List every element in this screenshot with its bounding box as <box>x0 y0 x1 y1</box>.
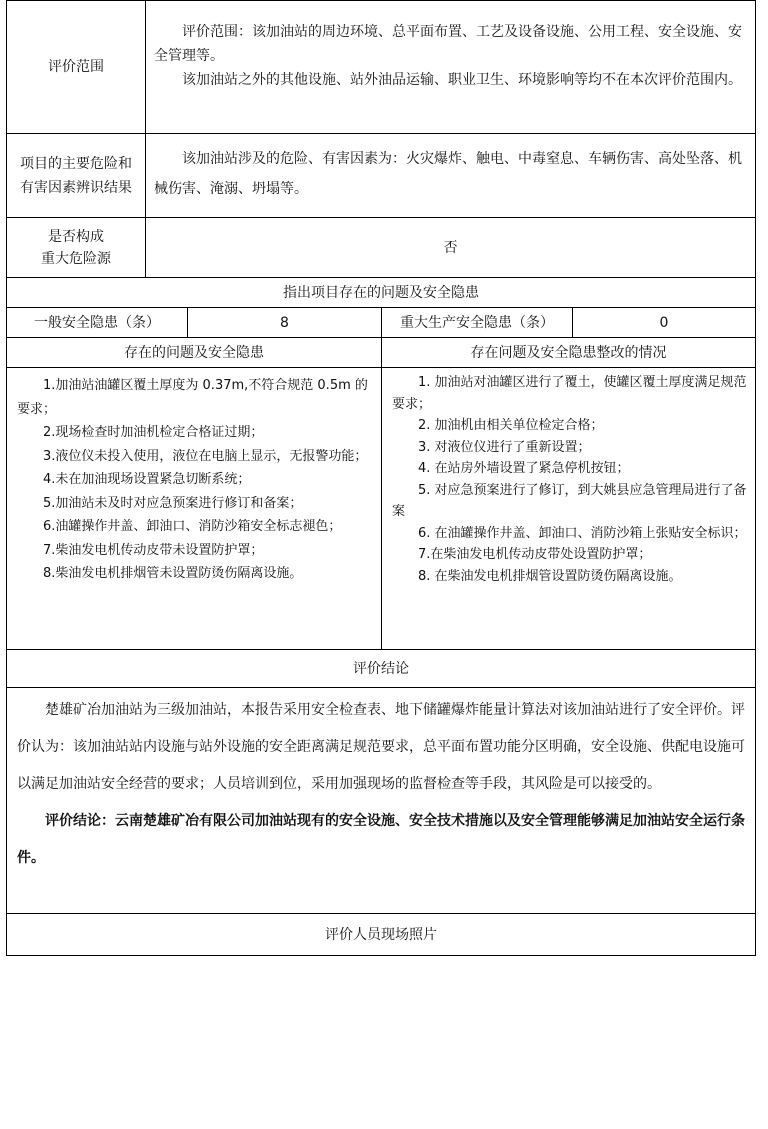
general-count-label: 一般安全隐患（条） <box>7 308 188 337</box>
list-item: 2. 加油机由相关单位检定合格； <box>418 418 604 433</box>
hazards-label: 项目的主要危险和有害因素辨识结果 <box>7 134 146 217</box>
list-item: 5. 对应急预案进行了修订，到大姚县应急管理局进行了备案 <box>392 482 747 519</box>
scope-content <box>146 0 755 133</box>
photos-header: 评价人员现场照片 <box>325 926 437 943</box>
conclusion-body: 楚雄矿冶加油站为三级加油站，本报告采用安全检查表、地下储罐爆炸能量计算法对该加油站进行了安全评价。评价认为：该加油站站内设施与站外设施的安全距离满足规范要求，总平面布置功能分区明确，安全设施、供配电设施可以满足加油站安全经营的要求；人员培训到位，采用加强现场的监督检查等手段，其风险是可以接受的。 <box>17 702 745 792</box>
list-item: 8. 在柴油发电机排烟管设置防烫伤隔离设施。 <box>418 568 682 584</box>
issues-list-cell <box>7 368 382 649</box>
list-item: 1.加油站油罐区覆土厚度为 0.37m,不符合规范 0.5m 的要求； <box>17 378 368 417</box>
fixes-list <box>392 372 747 587</box>
list-item: 1. 加油站对油罐区进行了覆土，使罐区覆土厚度满足规范要求； <box>392 375 747 412</box>
major-count-label: 重大生产安全隐患（条） <box>382 308 573 337</box>
major-count-value: 0 <box>659 314 669 331</box>
issues-header-row <box>6 278 756 308</box>
list-item: 4. 在站房外墙设置了紧急停机按钮； <box>418 461 630 476</box>
major-hazard-label: 是否构成 重大危险源 <box>7 218 146 277</box>
conclusion-bold: 评价结论：云南楚雄矿冶有限公司加油站现有的安全设施、安全技术措施以及安全管理能够满足加油站安全运行条件。 <box>17 813 745 866</box>
conclusion-header-row <box>6 650 756 688</box>
conclusion-row <box>6 688 756 914</box>
scope-row <box>6 0 756 134</box>
list-item: 4.未在加油现场设置紧急切断系统； <box>43 472 251 487</box>
list-item: 3. 对液位仪进行了重新设置； <box>418 439 591 455</box>
columns-header-row <box>6 338 756 368</box>
issues-lists-row <box>6 368 756 650</box>
table-top-border <box>6 0 756 1</box>
scope-label: 评价范围 <box>7 0 146 133</box>
conclusion-header: 评价结论 <box>353 660 409 677</box>
list-item: 7.在柴油发电机传动皮带处设置防护罩； <box>418 547 652 562</box>
list-item: 6. 在油罐操作井盖、卸油口、消防沙箱上张贴安全标识； <box>418 525 747 541</box>
general-count-value: 8 <box>188 308 382 337</box>
major-hazard-value: 否 <box>443 239 458 256</box>
photos-header-row <box>6 914 756 956</box>
hazards-text: 该加油站涉及的危险、有害因素为：火灾爆炸、触电、中毒窒息、车辆伤害、高处坠落、机械伤害、淹溺、坍塌等。 <box>154 151 742 197</box>
list-item: 3.液位仪未投入使用，液位在电脑上显示，无报警功能； <box>43 448 368 464</box>
scope-paragraph-1: 评价范围：该加油站的周边环境、总平面布置、工艺及设备设施、公用工程、安全设施、安全管理等。 <box>154 24 742 64</box>
issues-list <box>17 374 373 586</box>
issues-header: 指出项目存在的问题及安全隐患 <box>283 284 479 301</box>
fixes-list-cell <box>382 368 755 649</box>
counts-row <box>6 308 756 338</box>
list-item: 6.油罐操作井盖、卸油口、消防沙箱安全标志褪色； <box>43 519 342 534</box>
right-column-header: 存在问题及安全隐患整改的情况 <box>470 344 667 361</box>
list-item: 5.加油站未及时对应急预案进行修订和备案； <box>43 495 303 511</box>
scope-paragraph-2: 该加油站之外的其他设施、站外油品运输、职业卫生、环境影响等均不在本次评价范围内。 <box>182 72 742 88</box>
list-item: 7.柴油发电机传动皮带未设置防护罩； <box>43 542 264 558</box>
list-item: 8.柴油发电机排烟管未设置防烫伤隔离设施。 <box>43 566 303 581</box>
hazards-row <box>6 134 756 218</box>
major-hazard-row <box>6 218 756 278</box>
left-column-header: 存在的问题及安全隐患 <box>7 338 382 367</box>
list-item: 2.现场检查时加油机检定合格证过期； <box>43 425 264 440</box>
hazards-content <box>146 134 755 217</box>
